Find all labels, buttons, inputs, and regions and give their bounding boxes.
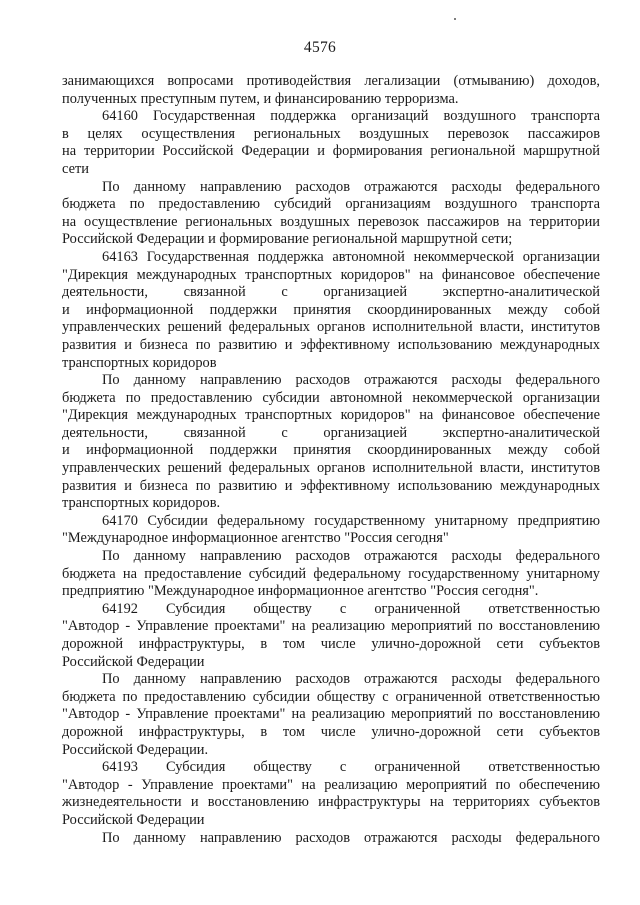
text-line: Российской Федерации (62, 653, 205, 670)
text-line: и информационной поддержки принятия скоординированных между собой (62, 301, 600, 318)
text-line: развития и бизнеса по развитию и эффективному использованию международных (62, 477, 600, 494)
text-line: на осуществление региональных воздушных перевозок пассажиров на территории (62, 213, 600, 230)
text-line: 64163 Государственная поддержка автономной некоммерческой организации (102, 248, 600, 265)
text-line: в целях осуществления региональных воздушных перевозок пассажиров (62, 125, 600, 142)
text-line: управленческих решений федеральных органов исполнительной власти, институтов (62, 460, 600, 477)
text-line: предприятию "Международное информационное агентство "Россия сегодня". (62, 583, 539, 600)
page-number: 4576 (303, 39, 337, 56)
text-line: Российской Федерации и формирование региональной маршрутной сети; (62, 231, 513, 248)
text-line: 64192 Субсидия обществу с ограниченной ответственностью (102, 600, 600, 617)
text-line: По данному направлению расходов отражаются расходы федерального (102, 829, 600, 846)
text-line: "Автодор - Управление проектами" на реализацию мероприятий по обеспечению (62, 776, 600, 793)
text-line: развития и бизнеса по развитию и эффективному использованию международных (62, 336, 600, 353)
text-line: "Дирекция международных транспортных коридоров" на финансовое обеспечение (62, 266, 600, 283)
text-line: 64193 Субсидия обществу с ограниченной ответственностью (102, 759, 600, 776)
text-line: 64170 Субсидии федеральному государственному унитарному предприятию (102, 512, 600, 529)
text-line: дорожной инфраструктуры, в том числе улично-дорожной сети субъектов (62, 636, 600, 652)
text-line: деятельности, связанной с организацией экспертно-аналитической (62, 284, 600, 301)
text-line: на территории Российской Федерации и формирования региональной маршрутной (62, 143, 600, 160)
text-line: По данному направлению расходов отражаются расходы федерального (102, 372, 600, 389)
text-line: "Международное информационное агентство "Россия сегодня" (62, 530, 449, 547)
text-line: транспортных коридоров (62, 354, 217, 371)
text-line: "Дирекция международных транспортных коридоров" на финансовое обеспечение (62, 407, 600, 424)
text-line: 64160 Государственная поддержка организаций воздушного транспорта (102, 108, 600, 125)
text-line: занимающихся вопросами противодействия легализации (отмыванию) доходов, (62, 73, 600, 89)
text-line: По данному направлению расходов отражаются расходы федерального (102, 178, 600, 195)
text-line: бюджета по предоставлению субсидии обществу с ограниченной ответственностью (62, 688, 600, 705)
text-line: По данному направлению расходов отражаются расходы федерального (102, 548, 600, 565)
text-line: Российской Федерации. (62, 741, 209, 758)
text-line: "Автодор - Управление проектами" на реализацию мероприятий по восстановлению (62, 618, 600, 635)
text-line: управленческих решений федеральных органов исполнительной власти, институтов (62, 319, 600, 336)
text-line: "Автодор - Управление проектами" на реализацию мероприятий по восстановлению (62, 706, 600, 723)
text-line: деятельности, связанной с организацией экспертно-аналитической (62, 424, 600, 441)
scan-speck (454, 18, 456, 20)
body-text (62, 73, 600, 847)
text-line: бюджета по предоставлению субсидий организациям воздушного транспорта (62, 196, 600, 213)
text-line: Российской Федерации (62, 811, 205, 828)
text-line: полученных преступным путем, и финансированию терроризма. (62, 90, 459, 107)
text-line: и информационной поддержки принятия скоординированных между собой (62, 442, 600, 459)
text-line: сети (62, 160, 89, 177)
text-line: бюджета по предоставлению субсидии автономной некоммерческой организации (62, 389, 600, 406)
text-line: бюджета на предоставление субсидий федеральному государственному унитарному (62, 565, 600, 582)
text-line: По данному направлению расходов отражаются расходы федерального (102, 671, 600, 688)
text-line: дорожной инфраструктуры, в том числе улично-дорожной сети субъектов (62, 723, 600, 740)
text-line: транспортных коридоров. (62, 495, 221, 512)
text-line: жизнедеятельности и восстановлению инфраструктуры на территориях субъектов (62, 794, 600, 811)
